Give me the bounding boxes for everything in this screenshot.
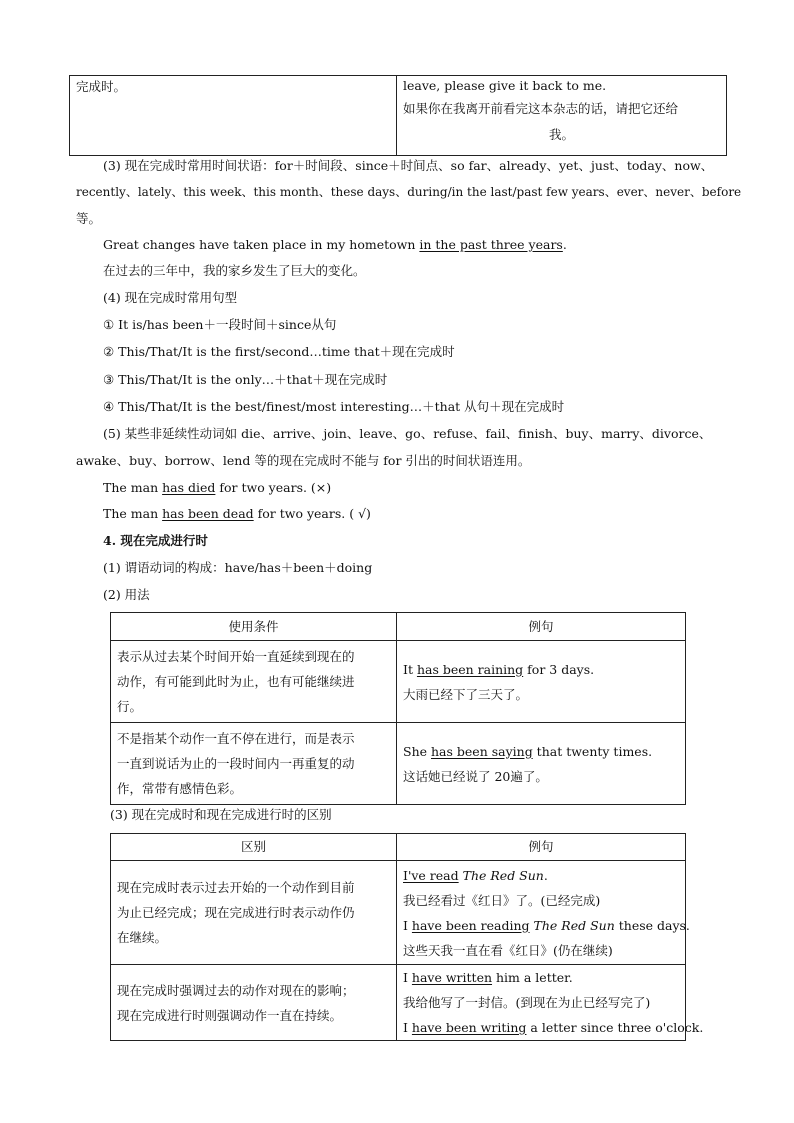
sec4-item-2: ② This/That/It is the first/second…time that＋现在完成时 — [103, 344, 455, 359]
table-row — [111, 641, 686, 723]
sec4-item-4: ④ This/That/It is the best/finest/most interesting…＋that 从句＋现在完成时 — [103, 399, 565, 414]
top-right-zh-1: 如果你在我离开前看完这本杂志的话，请把它还给 — [403, 101, 679, 116]
sec5-line2: awake、buy、borrow、lend 等的现在完成时不能与 for 引出的时间状语连用。 — [76, 453, 531, 468]
compare-difference-1: 现在完成时表示过去开始的一个动作到目前 为止已经完成；现在完成进行时表示动作仍 在继续。 — [111, 861, 397, 965]
usage-condition-2: 不是指某个动作一直不停在进行，而是表示 一直到说话为止的一段时间内一再重复的动 作，常带有感情色彩。 — [111, 723, 397, 805]
underlined-phrase: has been raining — [416, 661, 524, 677]
sec4-title: (4) 现在完成时常用句型 — [103, 290, 238, 305]
table-row — [111, 965, 686, 1041]
sec3-example-zh: 在过去的三年中，我的家乡发生了巨大的变化。 — [103, 263, 366, 278]
top-continuation-table — [69, 75, 727, 156]
underlined-phrase: have been reading — [411, 917, 530, 933]
underlined-phrase: has been dead — [162, 506, 254, 521]
part3-title: (3) 现在完成时和现在完成进行时的区别 — [110, 807, 332, 822]
sec3-example-en: Great changes have taken place in my hometown in the past three years. — [103, 237, 567, 252]
underlined-phrase: have been writing — [411, 1020, 527, 1035]
top-left-text: 完成时。 — [76, 79, 127, 94]
top-right-cell — [397, 76, 727, 156]
compare-example-1: I've read The Red Sun. 我已经看过《红日》了。(已经完成) I have been reading The Red Sun these days. 这些天我一直在看《红日》(仍在继续) — [397, 861, 686, 965]
table-row — [111, 723, 686, 805]
top-right-zh-2: 我。 — [548, 127, 574, 142]
sec5-wrong-example: The man has died for two years. (×) — [103, 480, 332, 495]
usage-condition-1: 表示从过去某个时间开始一直延续到现在的 动作，有可能到此时为止，也有可能继续进 行。 — [111, 641, 397, 723]
part4-sub2: (2) 用法 — [103, 587, 150, 602]
compare-example-2: I have written him a letter. 我给他写了一封信。(到现在为止已经写完了) I have been writing a letter since three o'clock. — [397, 965, 686, 1041]
table-row — [111, 861, 686, 965]
part4-sub1: (1) 谓语动词的构成：have/has＋been＋doing — [103, 560, 373, 575]
sec3-line1: (3) 现在完成时常用时间状语：for＋时间段、since＋时间点、so far、already、yet、just、today、now、 — [103, 158, 714, 173]
sec3-line2: recently、lately、this week、this month、these days、during/in the last/past few years、ever、never、before — [76, 185, 742, 199]
sec5-line1: (5) 某些非延续性动词如 die、arrive、join、leave、go、refuse、fail、finish、buy、marry、divorce、 — [103, 426, 712, 441]
usage-table — [110, 612, 686, 805]
top-right-en: leave, please give it back to me. — [403, 78, 607, 93]
sec4-item-1: ① It is/has been＋一段时间＋since从句 — [103, 317, 337, 332]
part4-title: 4. 现在完成进行时 — [103, 533, 208, 548]
top-left-cell — [70, 76, 397, 156]
sec3-line3: 等。 — [76, 211, 102, 226]
sec4-item-3: ③ This/That/It is the only…＋that＋现在完成时 — [103, 372, 388, 387]
book-title: The Red Sun — [462, 867, 544, 883]
underlined-phrase: I've read — [403, 867, 459, 883]
comparison-table — [110, 833, 704, 1041]
compare-difference-2: 现在完成时强调过去的动作对现在的影响； 现在完成进行时则强调动作一直在持续。 — [111, 965, 397, 1041]
underlined-phrase: in the past three years — [419, 237, 563, 252]
usage-example-2: She has been saying that twenty times. 这话她已经说了 20遍了。 — [397, 723, 686, 805]
usage-header-example: 例句 — [397, 613, 686, 641]
book-title: The Red Sun — [533, 917, 615, 933]
sec5-right-example: The man has been dead for two years. ( √) — [103, 506, 371, 521]
compare-header-example: 例句 — [397, 834, 686, 861]
compare-header-difference: 区别 — [111, 834, 397, 861]
underlined-phrase: has been saying — [431, 743, 533, 759]
usage-example-1: It has been raining for 3 days. 大雨已经下了三天了。 — [397, 641, 686, 723]
underlined-phrase: has died — [162, 480, 216, 495]
usage-header-condition: 使用条件 — [111, 613, 397, 641]
underlined-phrase: have written — [411, 970, 493, 985]
